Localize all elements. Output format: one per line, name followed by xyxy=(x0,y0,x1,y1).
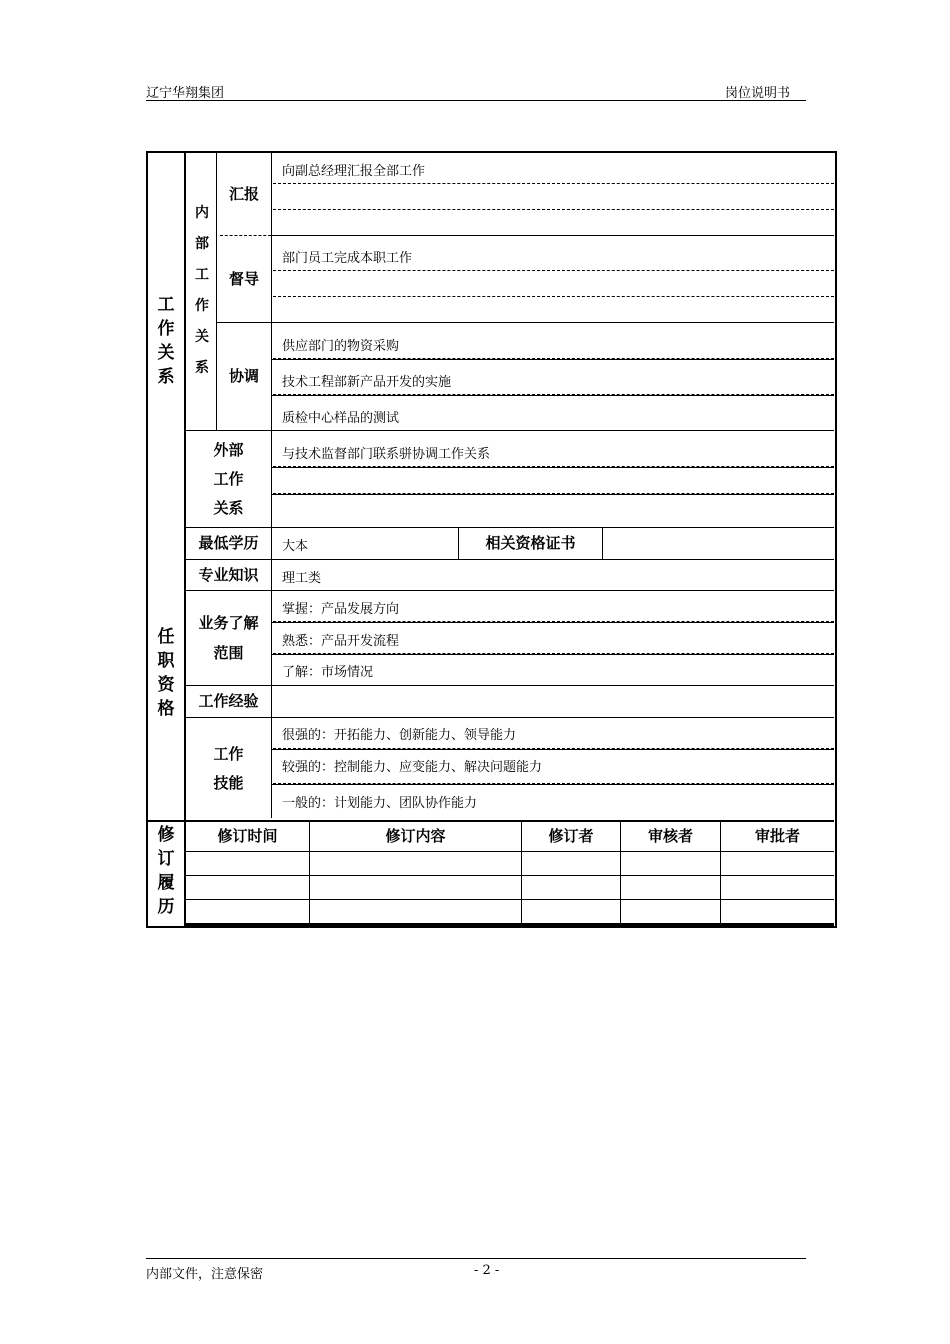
business-item: 了解：市场情况 xyxy=(282,665,374,680)
internal-relations-label: 内部工作关系 xyxy=(195,205,209,376)
supervise-item: 部门员工完成本职工作 xyxy=(282,251,413,266)
coordinate-label: 协调 xyxy=(228,367,259,386)
page-footer xyxy=(146,1258,806,1283)
supervise-label: 督导 xyxy=(228,269,259,288)
business-item: 熟悉：产品开发流程 xyxy=(282,634,400,649)
revision-content-header: 修订内容 xyxy=(385,827,446,846)
coordinate-item: 供应部门的物资采购 xyxy=(282,339,400,354)
work-relations-label: 工作关系 xyxy=(157,295,175,387)
coordinate-item: 质检中心样品的测试 xyxy=(282,411,400,426)
document-title: 岗位说明书 xyxy=(724,86,790,101)
experience-label: 工作经验 xyxy=(198,692,259,711)
report-item: 向副总经理汇报全部工作 xyxy=(282,164,426,179)
page-number: - 2 - xyxy=(474,1263,500,1278)
skills-item: 较强的：控制能力、应变能力、解决问题能力 xyxy=(282,760,543,775)
skills-item: 很强的：开拓能力、创新能力、领导能力 xyxy=(282,728,517,743)
business-scope-label: 业务了解 范围 xyxy=(198,614,259,662)
coordinate-item: 技术工程部新产品开发的实施 xyxy=(282,375,452,390)
reviewer-header: 审核者 xyxy=(647,827,693,846)
knowledge-label: 专业知识 xyxy=(198,565,259,584)
job-description-table xyxy=(146,151,837,928)
certificate-label: 相关资格证书 xyxy=(485,534,576,553)
revision-history-label: 修订履历 xyxy=(157,825,175,917)
approver-header: 审批者 xyxy=(754,827,800,846)
confidential-note: 内部文件，注意保密 xyxy=(146,1267,264,1282)
reviser-header: 修订者 xyxy=(548,827,594,846)
knowledge-value: 理工类 xyxy=(282,571,322,586)
qualifications-label: 任职资格 xyxy=(157,627,175,719)
min-education-label: 最低学历 xyxy=(198,534,259,553)
skills-item: 一般的：计划能力、团队协作能力 xyxy=(282,796,478,811)
min-education-value: 大本 xyxy=(282,539,309,554)
external-relations-label: 外部 工作 关系 xyxy=(213,440,244,517)
page-header xyxy=(146,82,806,101)
skills-label: 工作 技能 xyxy=(213,745,244,792)
company-name: 辽宁华翔集团 xyxy=(146,86,225,101)
business-item: 掌握：产品发展方向 xyxy=(282,602,400,617)
report-label: 汇报 xyxy=(228,184,259,203)
external-item: 与技术监督部门联系骈协调工作关系 xyxy=(282,447,491,462)
revision-time-header: 修订时间 xyxy=(217,827,278,846)
